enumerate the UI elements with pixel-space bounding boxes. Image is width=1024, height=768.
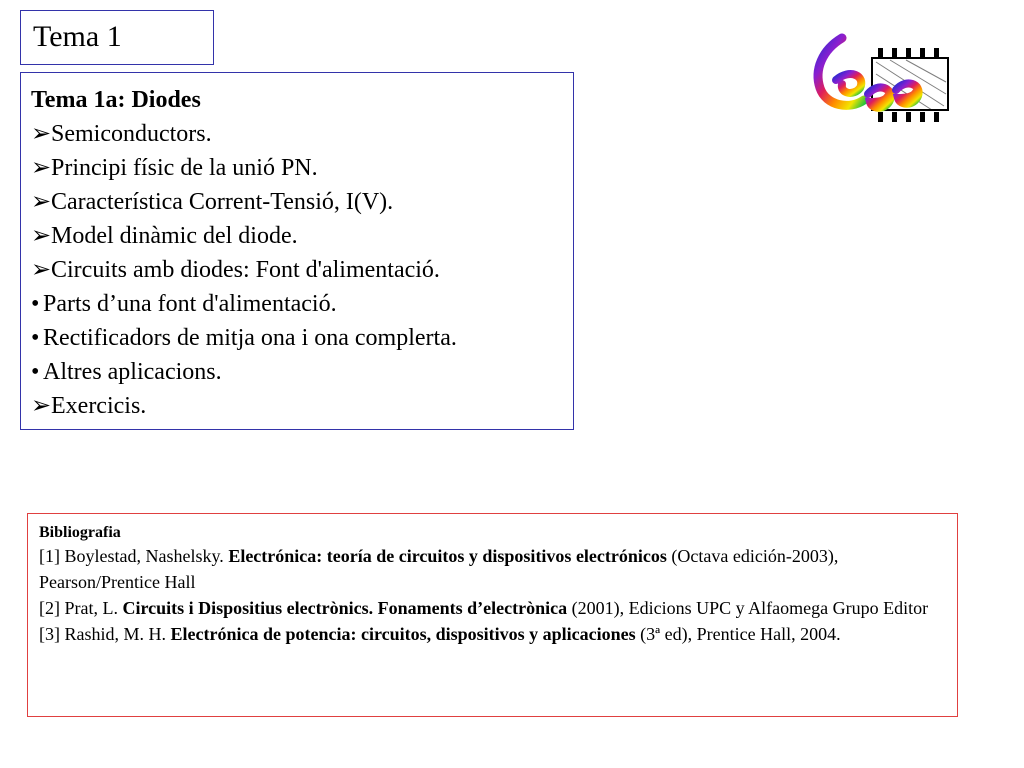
bibliography-box bbox=[27, 513, 958, 717]
outline-item-text: Exercicis. bbox=[51, 393, 147, 419]
outline-list bbox=[31, 117, 573, 423]
arrow-bullet-icon: ➢ bbox=[31, 121, 52, 147]
bibliography-entry bbox=[39, 595, 957, 621]
outline-subitem bbox=[31, 321, 573, 355]
entry-book-title: Electrónica: teoría de circuitos y dispositivos electrónicos bbox=[228, 546, 667, 566]
entry-details: (3ª ed), Prentice Hall, 2004. bbox=[635, 624, 841, 644]
arrow-bullet-icon: ➢ bbox=[31, 393, 52, 419]
entry-authors: [3] Rashid, M. H. bbox=[39, 624, 171, 644]
entry-book-title: Circuits i Dispositius electrònics. Fonaments d’electrònica bbox=[122, 598, 568, 618]
outline-item-text: Característica Corrent-Tensió, I(V). bbox=[51, 189, 394, 215]
outline-item-text: Semiconductors. bbox=[51, 121, 212, 147]
bibliography-entry bbox=[39, 621, 957, 647]
outline-subitem bbox=[31, 287, 573, 321]
outline-item-text: Circuits amb diodes: Font d'alimentació. bbox=[51, 257, 440, 283]
outline-item-text: Parts d’una font d'alimentació. bbox=[43, 291, 337, 317]
outline-subitem bbox=[31, 355, 573, 389]
outline-item bbox=[31, 151, 573, 185]
outline-item bbox=[31, 117, 573, 151]
outline-item-text: Rectificadors de mitja ona i ona complerta. bbox=[43, 325, 457, 351]
entry-details: (2001), Edicions UPC y Alfaomega Grupo Editor bbox=[567, 598, 929, 618]
bibliography-entry bbox=[39, 543, 957, 595]
entry-authors: [1] Boylestad, Nashelsky. bbox=[39, 546, 229, 566]
arrow-bullet-icon: ➢ bbox=[31, 189, 52, 215]
arrow-bullet-icon: ➢ bbox=[31, 155, 52, 181]
outline-item-text: Altres aplicacions. bbox=[43, 359, 222, 385]
outline-item bbox=[31, 389, 573, 423]
slide-title-box bbox=[20, 10, 214, 65]
department-logo bbox=[806, 30, 956, 140]
dot-bullet-icon: • bbox=[31, 325, 40, 351]
outline-item bbox=[31, 219, 573, 253]
outline-item bbox=[31, 253, 573, 287]
outline-box bbox=[20, 72, 574, 430]
entry-details: (Octava edición-2003), Pearson/Prentice Hall bbox=[39, 546, 839, 592]
dot-bullet-icon: • bbox=[31, 359, 40, 385]
outline-item-text: Principi físic de la unió PN. bbox=[51, 155, 318, 181]
dot-bullet-icon: • bbox=[31, 291, 40, 317]
outline-item-text: Model dinàmic del diode. bbox=[51, 223, 298, 249]
eee-logo-icon bbox=[806, 30, 956, 140]
entry-authors: [2] Prat, L. bbox=[39, 598, 123, 618]
slide-title: Tema 1 bbox=[33, 20, 122, 53]
entry-book-title: Electrónica de potencia: circuitos, dispositivos y aplicaciones bbox=[170, 624, 636, 644]
outline-heading: Tema 1a: Diodes bbox=[31, 87, 201, 113]
bibliography-title: Bibliografia bbox=[39, 524, 121, 541]
arrow-bullet-icon: ➢ bbox=[31, 257, 52, 283]
arrow-bullet-icon: ➢ bbox=[31, 223, 52, 249]
outline-item bbox=[31, 185, 573, 219]
